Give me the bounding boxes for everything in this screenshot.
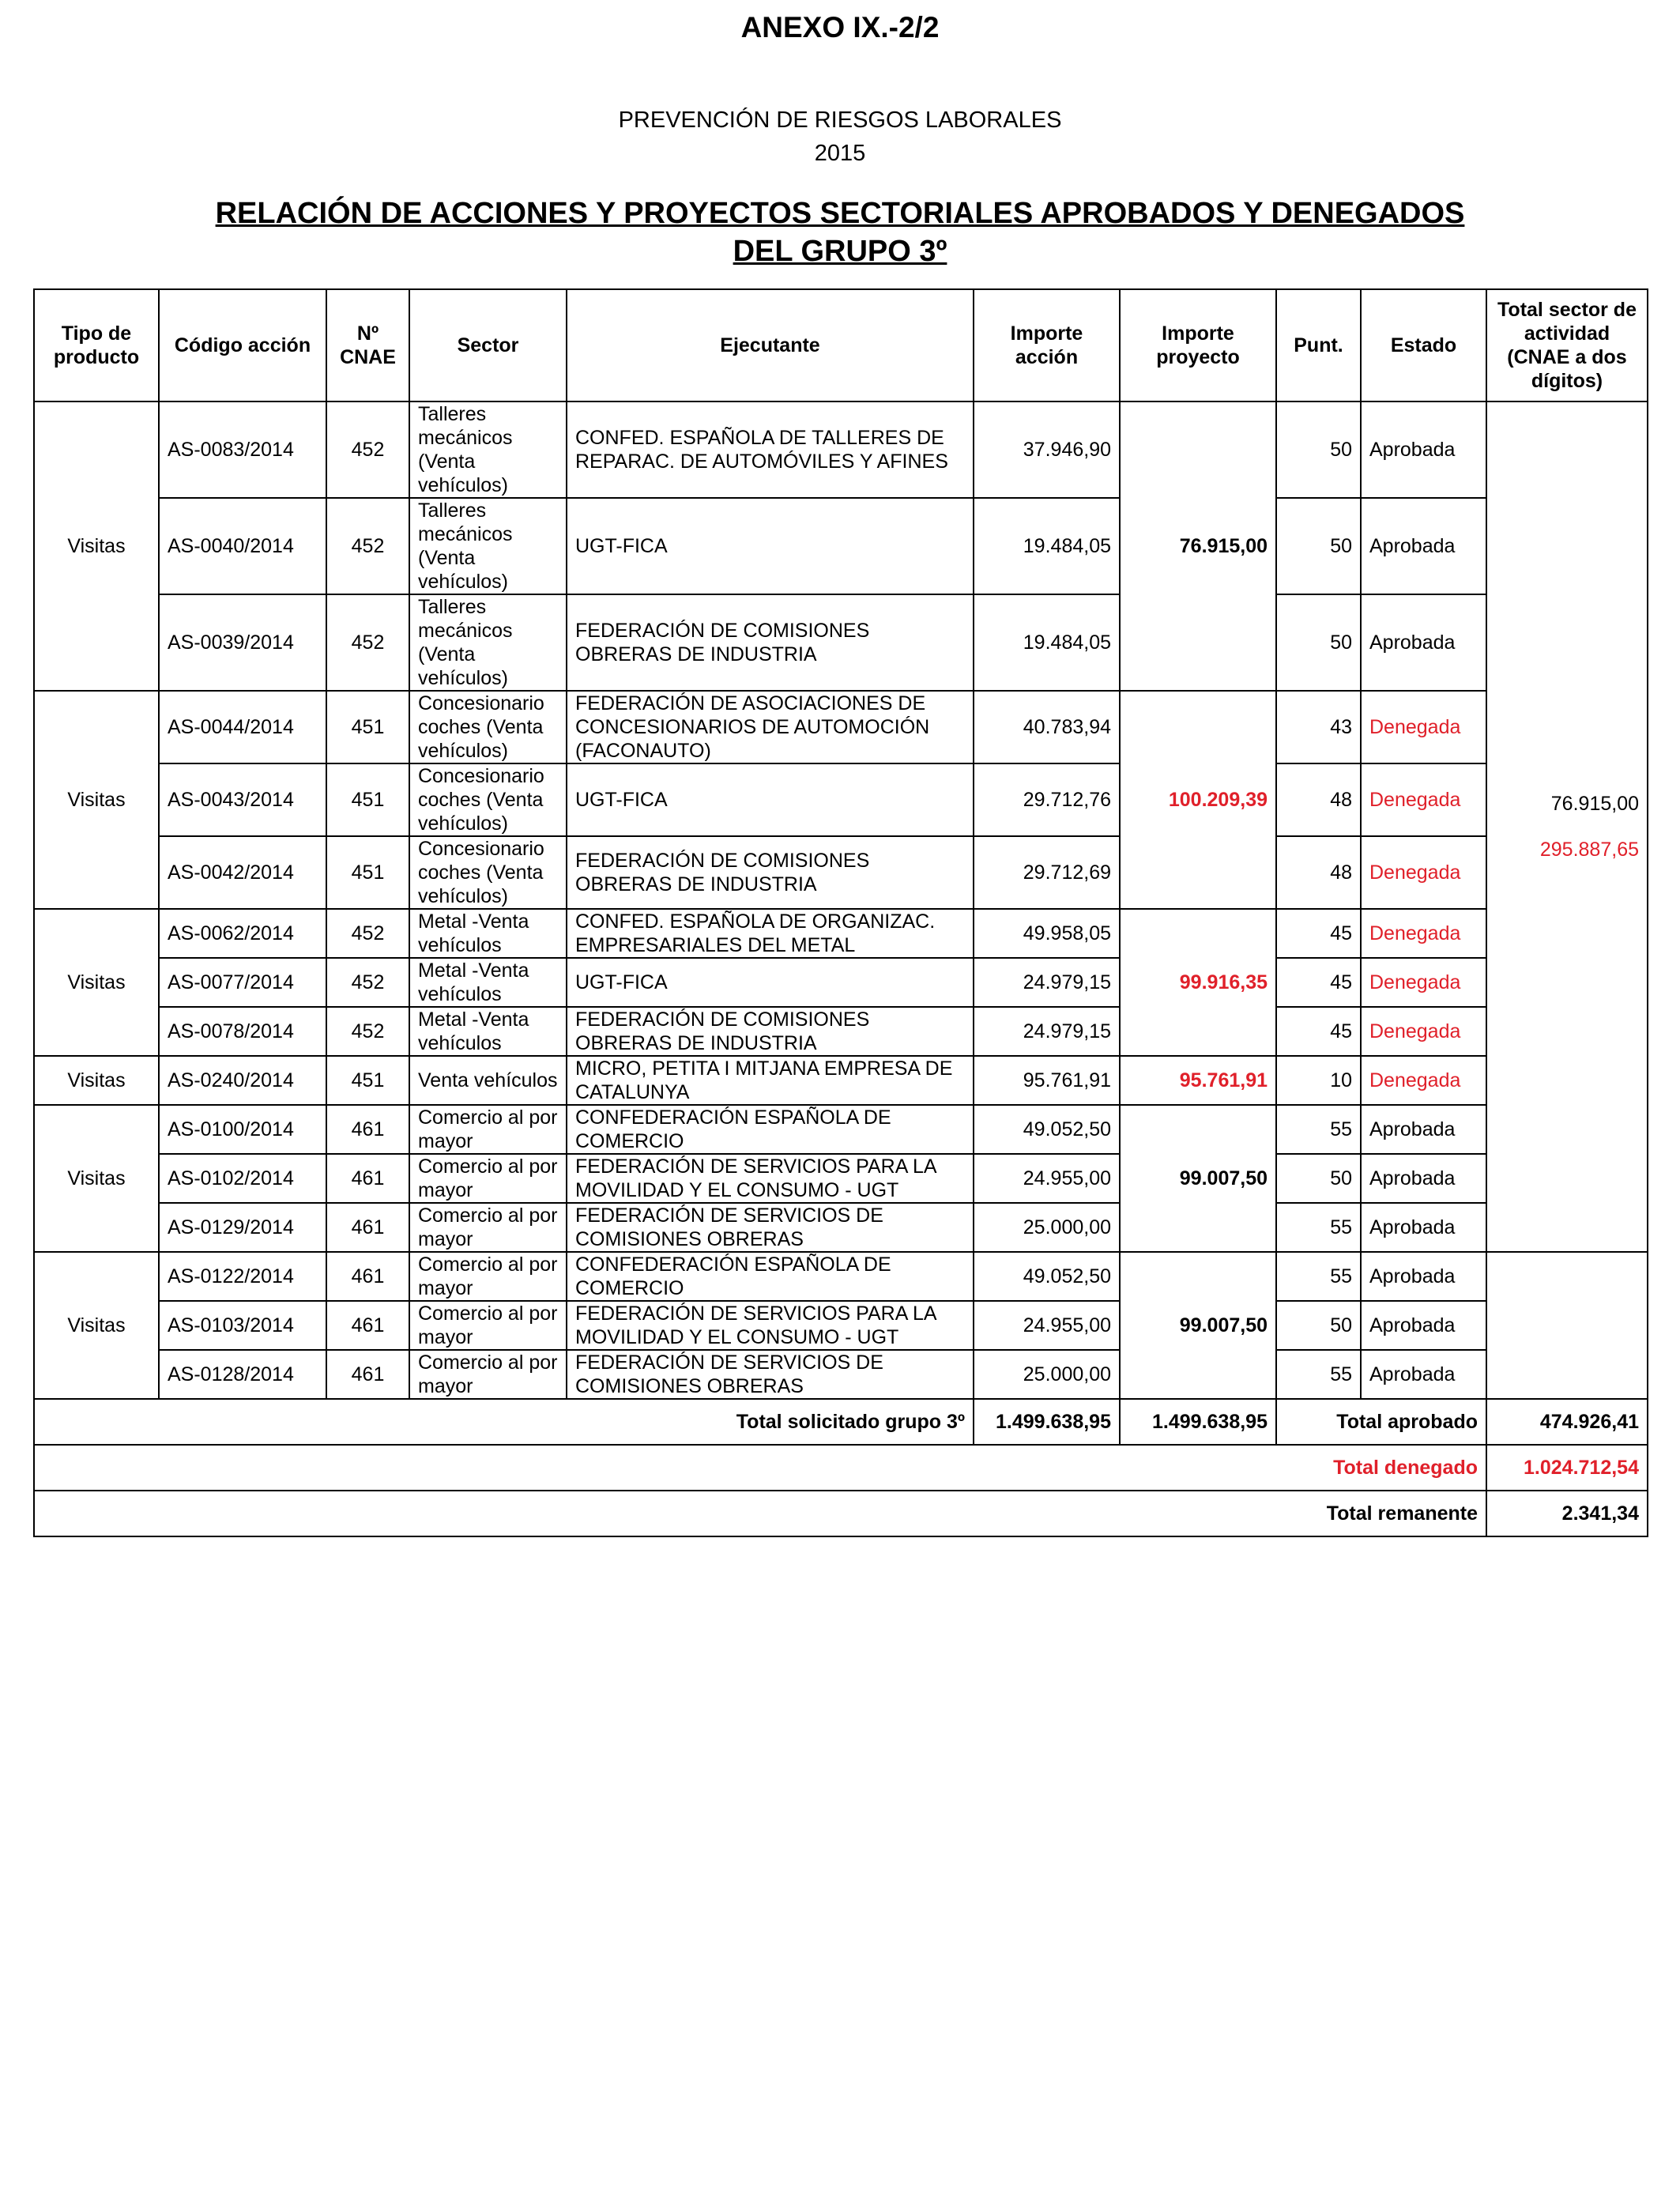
codigo-cell: AS-0039/2014	[159, 594, 326, 691]
cnae-cell: 461	[326, 1203, 409, 1252]
col-header-importe-accion: Importe acción	[974, 289, 1120, 401]
estado-cell: Denegada	[1361, 763, 1486, 836]
importe-proyecto-cell: 99.916,35	[1120, 909, 1276, 1056]
ejecutante-cell: FEDERACIÓN DE COMISIONES OBRERAS DE INDUSTRIA	[567, 594, 974, 691]
table-row	[34, 1007, 1648, 1056]
sector-cell: Comercio al por mayor	[409, 1252, 567, 1301]
punt-cell: 50	[1276, 1301, 1361, 1350]
ejecutante-cell: CONFED. ESPAÑOLA DE TALLERES DE REPARAC. DE AUTOMÓVILES Y AFINES	[567, 401, 974, 498]
punt-cell: 45	[1276, 1007, 1361, 1056]
estado-cell: Aprobada	[1361, 1350, 1486, 1399]
codigo-cell: AS-0102/2014	[159, 1154, 326, 1203]
importe-accion-cell: 37.946,90	[974, 401, 1120, 498]
sector-cell: Metal -Venta vehículos	[409, 1007, 567, 1056]
importe-accion-cell: 40.783,94	[974, 691, 1120, 763]
col-header-ejecutante: Ejecutante	[567, 289, 974, 401]
total-remanente-label: Total remanente	[34, 1491, 1486, 1536]
cnae-cell: 452	[326, 401, 409, 498]
cnae-cell: 451	[326, 763, 409, 836]
sector-total-cnae45: 76.915,00	[1550, 793, 1639, 815]
col-header-cnae: Nº CNAE	[326, 289, 409, 401]
estado-cell: Aprobada	[1361, 1203, 1486, 1252]
codigo-cell: AS-0044/2014	[159, 691, 326, 763]
codigo-cell: AS-0062/2014	[159, 909, 326, 958]
sector-total-cnae45-cell	[1486, 401, 1648, 1252]
sector-cell: Metal -Venta vehículos	[409, 909, 567, 958]
tipo-cell: Visitas	[34, 691, 159, 909]
estado-cell: Aprobada	[1361, 1301, 1486, 1350]
tipo-cell: Visitas	[34, 401, 159, 691]
cnae-cell: 452	[326, 498, 409, 594]
sector-cell: Concesionario coches (Venta vehículos)	[409, 763, 567, 836]
importe-accion-cell: 19.484,05	[974, 594, 1120, 691]
total-solicitado-row	[34, 1399, 1648, 1445]
cnae-cell: 461	[326, 1105, 409, 1154]
cnae-cell: 452	[326, 1007, 409, 1056]
importe-accion-cell: 25.000,00	[974, 1203, 1120, 1252]
cnae-cell: 461	[326, 1154, 409, 1203]
cnae-cell: 461	[326, 1252, 409, 1301]
cnae-cell: 451	[326, 836, 409, 909]
document-year: 2015	[814, 141, 866, 166]
estado-cell: Denegada	[1361, 836, 1486, 909]
cnae-cell: 452	[326, 958, 409, 1007]
ejecutante-cell: FEDERACIÓN DE COMISIONES OBRERAS DE INDUSTRIA	[567, 836, 974, 909]
total-aprobado-label: Total aprobado	[1276, 1399, 1486, 1445]
codigo-cell: AS-0122/2014	[159, 1252, 326, 1301]
punt-cell: 55	[1276, 1105, 1361, 1154]
cnae-cell: 451	[326, 691, 409, 763]
table-row	[34, 958, 1648, 1007]
punt-cell: 10	[1276, 1056, 1361, 1105]
ejecutante-cell: UGT-FICA	[567, 763, 974, 836]
total-remanente-value: 2.341,34	[1486, 1491, 1648, 1536]
punt-cell: 48	[1276, 763, 1361, 836]
punt-cell: 55	[1276, 1350, 1361, 1399]
table-row	[34, 1105, 1648, 1154]
importe-accion-cell: 24.955,00	[974, 1301, 1120, 1350]
ejecutante-cell: CONFEDERACIÓN ESPAÑOLA DE COMERCIO	[567, 1105, 974, 1154]
actions-table	[33, 288, 1648, 1537]
importe-accion-cell: 29.712,69	[974, 836, 1120, 909]
punt-cell: 55	[1276, 1203, 1361, 1252]
sector-cell: Talleres mecánicos (Venta vehículos)	[409, 498, 567, 594]
codigo-cell: AS-0078/2014	[159, 1007, 326, 1056]
sector-cell: Talleres mecánicos (Venta vehículos)	[409, 401, 567, 498]
document-subtitle: PREVENCIÓN DE RIESGOS LABORALES	[618, 107, 1062, 133]
estado-cell: Aprobada	[1361, 1105, 1486, 1154]
importe-accion-cell: 49.958,05	[974, 909, 1120, 958]
punt-cell: 48	[1276, 836, 1361, 909]
total-denegado-label: Total denegado	[34, 1445, 1486, 1491]
col-header-total-sector: Total sector de actividad (CNAE a dos dígitos)	[1486, 289, 1648, 401]
sector-denied-cnae45: 295.887,65	[1539, 839, 1639, 861]
importe-proyecto-cell: 95.761,91	[1120, 1056, 1276, 1105]
sector-cell: Concesionario coches (Venta vehículos)	[409, 691, 567, 763]
punt-cell: 45	[1276, 958, 1361, 1007]
table-row	[34, 836, 1648, 909]
sector-cell: Metal -Venta vehículos	[409, 958, 567, 1007]
col-header-importe-proyecto: Importe proyecto	[1120, 289, 1276, 401]
total-denegado-value: 1.024.712,54	[1486, 1445, 1648, 1491]
ejecutante-cell: FEDERACIÓN DE SERVICIOS DE COMISIONES OBRERAS	[567, 1203, 974, 1252]
table-row	[34, 909, 1648, 958]
table-header-row	[34, 289, 1648, 401]
codigo-cell: AS-0103/2014	[159, 1301, 326, 1350]
total-remanente-row	[34, 1491, 1648, 1536]
punt-cell: 50	[1276, 498, 1361, 594]
codigo-cell: AS-0129/2014	[159, 1203, 326, 1252]
cnae-cell: 461	[326, 1301, 409, 1350]
table-row	[34, 1056, 1648, 1105]
sector-cell: Comercio al por mayor	[409, 1350, 567, 1399]
ejecutante-cell: FEDERACIÓN DE SERVICIOS PARA LA MOVILIDAD Y EL CONSUMO - UGT	[567, 1154, 974, 1203]
cnae-cell: 452	[326, 909, 409, 958]
table-row	[34, 1350, 1648, 1399]
tipo-cell: Visitas	[34, 909, 159, 1056]
total-solicitado-accion: 1.499.638,95	[974, 1399, 1120, 1445]
codigo-cell: AS-0083/2014	[159, 401, 326, 498]
codigo-cell: AS-0042/2014	[159, 836, 326, 909]
estado-cell: Aprobada	[1361, 1154, 1486, 1203]
ejecutante-cell: CONFEDERACIÓN ESPAÑOLA DE COMERCIO	[567, 1252, 974, 1301]
importe-accion-cell: 24.955,00	[974, 1154, 1120, 1203]
importe-accion-cell: 24.979,15	[974, 958, 1120, 1007]
sector-cell: Talleres mecánicos (Venta vehículos)	[409, 594, 567, 691]
tipo-cell: Visitas	[34, 1105, 159, 1252]
punt-cell: 45	[1276, 909, 1361, 958]
estado-cell: Aprobada	[1361, 594, 1486, 691]
estado-cell: Denegada	[1361, 1007, 1486, 1056]
punt-cell: 50	[1276, 1154, 1361, 1203]
annex-title: ANEXO IX.-2/2	[740, 11, 940, 43]
total-aprobado-value: 474.926,41	[1486, 1399, 1648, 1445]
col-header-codigo: Código acción	[159, 289, 326, 401]
punt-cell: 55	[1276, 1252, 1361, 1301]
sector-cell: Comercio al por mayor	[409, 1203, 567, 1252]
importe-accion-cell: 49.052,50	[974, 1252, 1120, 1301]
tipo-cell: Visitas	[34, 1252, 159, 1399]
estado-cell: Denegada	[1361, 958, 1486, 1007]
table-row	[34, 1301, 1648, 1350]
table-row	[34, 1203, 1648, 1252]
importe-accion-cell: 19.484,05	[974, 498, 1120, 594]
punt-cell: 50	[1276, 401, 1361, 498]
importe-accion-cell: 49.052,50	[974, 1105, 1120, 1154]
codigo-cell: AS-0240/2014	[159, 1056, 326, 1105]
codigo-cell: AS-0040/2014	[159, 498, 326, 594]
estado-cell: Aprobada	[1361, 1252, 1486, 1301]
punt-cell: 50	[1276, 594, 1361, 691]
ejecutante-cell: MICRO, PETITA I MITJANA EMPRESA DE CATALUNYA	[567, 1056, 974, 1105]
sector-cell: Comercio al por mayor	[409, 1105, 567, 1154]
ejecutante-cell: CONFED. ESPAÑOLA DE ORGANIZAC. EMPRESARIALES DEL METAL	[567, 909, 974, 958]
codigo-cell: AS-0077/2014	[159, 958, 326, 1007]
estado-cell: Aprobada	[1361, 401, 1486, 498]
table-row	[34, 498, 1648, 594]
table-row	[34, 594, 1648, 691]
estado-cell: Aprobada	[1361, 498, 1486, 594]
estado-cell: Denegada	[1361, 691, 1486, 763]
tipo-cell: Visitas	[34, 1056, 159, 1105]
sector-cell: Comercio al por mayor	[409, 1154, 567, 1203]
importe-proyecto-cell: 99.007,50	[1120, 1252, 1276, 1399]
codigo-cell: AS-0128/2014	[159, 1350, 326, 1399]
sector-cell: Concesionario coches (Venta vehículos)	[409, 836, 567, 909]
ejecutante-cell: UGT-FICA	[567, 498, 974, 594]
col-header-punt: Punt.	[1276, 289, 1361, 401]
col-header-estado: Estado	[1361, 289, 1486, 401]
estado-cell: Denegada	[1361, 909, 1486, 958]
importe-proyecto-cell: 76.915,00	[1120, 401, 1276, 691]
table-row	[34, 691, 1648, 763]
ejecutante-cell: FEDERACIÓN DE ASOCIACIONES DE CONCESIONARIOS DE AUTOMOCIÓN (FACONAUTO)	[567, 691, 974, 763]
importe-accion-cell: 29.712,76	[974, 763, 1120, 836]
ejecutante-cell: UGT-FICA	[567, 958, 974, 1007]
importe-accion-cell: 24.979,15	[974, 1007, 1120, 1056]
estado-cell: Denegada	[1361, 1056, 1486, 1105]
importe-accion-cell: 95.761,91	[974, 1056, 1120, 1105]
importe-accion-cell: 25.000,00	[974, 1350, 1120, 1399]
ejecutante-cell: FEDERACIÓN DE SERVICIOS PARA LA MOVILIDAD Y EL CONSUMO - UGT	[567, 1301, 974, 1350]
page-title-line2: DEL GRUPO 3º	[733, 235, 947, 268]
importe-proyecto-cell: 100.209,39	[1120, 691, 1276, 909]
punt-cell: 43	[1276, 691, 1361, 763]
sector-cell: Venta vehículos	[409, 1056, 567, 1105]
ejecutante-cell: FEDERACIÓN DE COMISIONES OBRERAS DE INDUSTRIA	[567, 1007, 974, 1056]
total-denegado-row	[34, 1445, 1648, 1491]
page-title	[0, 194, 1680, 270]
table-row	[34, 1252, 1648, 1301]
total-solicitado-label: Total solicitado grupo 3º	[34, 1399, 974, 1445]
codigo-cell: AS-0100/2014	[159, 1105, 326, 1154]
cnae-cell: 452	[326, 594, 409, 691]
table-row	[34, 1154, 1648, 1203]
table-row	[34, 763, 1648, 836]
cnae-cell: 461	[326, 1350, 409, 1399]
page-title-line1: RELACIÓN DE ACCIONES Y PROYECTOS SECTORIALES APROBADOS Y DENEGADOS	[215, 197, 1465, 230]
importe-proyecto-cell: 99.007,50	[1120, 1105, 1276, 1252]
cnae-cell: 451	[326, 1056, 409, 1105]
sector-cell: Comercio al por mayor	[409, 1301, 567, 1350]
col-header-tipo: Tipo de producto	[34, 289, 159, 401]
col-header-sector: Sector	[409, 289, 567, 401]
total-solicitado-proyecto: 1.499.638,95	[1120, 1399, 1276, 1445]
codigo-cell: AS-0043/2014	[159, 763, 326, 836]
table-row	[34, 401, 1648, 498]
ejecutante-cell: FEDERACIÓN DE SERVICIOS DE COMISIONES OBRERAS	[567, 1350, 974, 1399]
